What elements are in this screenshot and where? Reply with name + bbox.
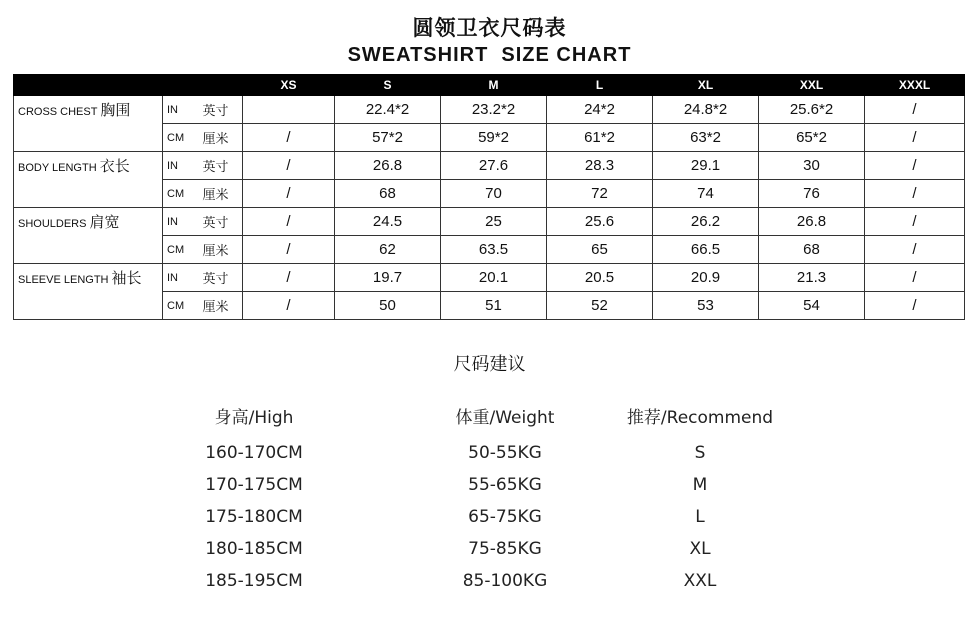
unit-cell: CM (163, 180, 201, 208)
table-row (14, 236, 965, 264)
value-cell: 63*2 (653, 124, 759, 152)
size-header-xl: XL (653, 75, 759, 96)
value-cell: / (865, 236, 965, 264)
value-cell: 22.4*2 (335, 96, 441, 124)
value-cell: 65*2 (759, 124, 865, 152)
rec-height: 160-170CM (205, 443, 303, 463)
rec-weight: 85-100KG (462, 571, 548, 591)
rec-height: 170-175CM (205, 475, 303, 495)
table-row (14, 96, 965, 124)
value-cell: / (865, 96, 965, 124)
table-row (14, 180, 965, 208)
size-header-xs: XS (243, 75, 335, 96)
unit-cell: IN (163, 208, 201, 236)
header-blank-cell (201, 75, 243, 96)
measurement-label-en: SHOULDERS (18, 218, 87, 231)
table-row (14, 208, 965, 236)
measurement-label (14, 264, 163, 292)
value-cell: 24*2 (547, 96, 653, 124)
unit-cn-cell: 英寸 (201, 152, 243, 180)
unit-cn-cell: 英寸 (201, 96, 243, 124)
value-cell: 20.9 (653, 264, 759, 292)
value-cell: 28.3 (547, 152, 653, 180)
value-cell: 72 (547, 180, 653, 208)
unit-cell: CM (163, 236, 201, 264)
value-cell: / (243, 124, 335, 152)
rec-weight: 65-75KG (468, 507, 542, 527)
rec-header-height: 身高/High (214, 408, 294, 428)
measurement-label (14, 96, 163, 124)
rec-height: 175-180CM (205, 507, 303, 527)
value-cell: 51 (441, 292, 547, 320)
unit-cn-cell: 厘米 (201, 124, 243, 152)
measurement-label-cn: 袖长 (111, 269, 142, 288)
measurement-label-blank (14, 124, 163, 152)
value-cell: / (865, 264, 965, 292)
value-cell: 70 (441, 180, 547, 208)
value-cell (243, 96, 335, 124)
table-row (14, 124, 965, 152)
rec-height: 180-185CM (205, 539, 303, 559)
value-cell: 52 (547, 292, 653, 320)
value-cell: 68 (759, 236, 865, 264)
value-cell: / (865, 124, 965, 152)
value-cell: / (243, 180, 335, 208)
measurement-label (14, 152, 163, 180)
rec-size: L (695, 507, 705, 527)
size-header-s: S (335, 75, 441, 96)
value-cell: 25 (441, 208, 547, 236)
value-cell: 29.1 (653, 152, 759, 180)
size-header-row (14, 75, 965, 96)
measurement-label-en: BODY LENGTH (18, 162, 97, 175)
value-cell: 21.3 (759, 264, 865, 292)
value-cell: / (865, 292, 965, 320)
measurement-label-blank (14, 236, 163, 264)
value-cell: / (243, 292, 335, 320)
value-cell: 65 (547, 236, 653, 264)
value-cell: 19.7 (335, 264, 441, 292)
value-cell: 24.5 (335, 208, 441, 236)
value-cell: / (865, 152, 965, 180)
value-cell: / (243, 208, 335, 236)
value-cell: 23.2*2 (441, 96, 547, 124)
value-cell: / (243, 152, 335, 180)
table-row (14, 292, 965, 320)
value-cell: 26.8 (759, 208, 865, 236)
rec-size: XXL (683, 571, 717, 591)
value-cell: 62 (335, 236, 441, 264)
recommendation-title: 尺码建议 (453, 354, 526, 375)
unit-cn-cell: 厘米 (201, 180, 243, 208)
measurement-label-en: CROSS CHEST (18, 106, 98, 119)
value-cell: 61*2 (547, 124, 653, 152)
measurement-label-en: SLEEVE LENGTH (18, 274, 109, 287)
value-cell: 57*2 (335, 124, 441, 152)
rec-weight: 50-55KG (468, 443, 542, 463)
unit-cn-cell: 厘米 (201, 292, 243, 320)
unit-cn-cell: 英寸 (201, 264, 243, 292)
value-cell: 54 (759, 292, 865, 320)
measurement-label-blank (14, 180, 163, 208)
value-cell: 20.5 (547, 264, 653, 292)
header-blank-cell (163, 75, 201, 96)
value-cell: / (243, 264, 335, 292)
value-cell: 59*2 (441, 124, 547, 152)
value-cell: / (865, 180, 965, 208)
rec-size: XL (689, 539, 711, 559)
rec-header-weight: 体重/Weight (455, 408, 555, 428)
unit-cell: CM (163, 124, 201, 152)
value-cell: / (243, 236, 335, 264)
value-cell: 50 (335, 292, 441, 320)
measurement-label-cn: 肩宽 (89, 213, 120, 232)
rec-weight: 75-85KG (468, 539, 542, 559)
value-cell: 53 (653, 292, 759, 320)
table-row (14, 264, 965, 292)
size-header-xxxl: XXXL (865, 75, 965, 96)
value-cell: 30 (759, 152, 865, 180)
value-cell: 26.2 (653, 208, 759, 236)
rec-size: M (692, 475, 708, 495)
page-title-cn: 圆领卫衣尺码表 (412, 16, 567, 40)
value-cell: / (865, 208, 965, 236)
unit-cell: IN (163, 152, 201, 180)
value-cell: 63.5 (441, 236, 547, 264)
table-row (14, 152, 965, 180)
unit-cell: IN (163, 96, 201, 124)
value-cell: 25.6 (547, 208, 653, 236)
value-cell: 20.1 (441, 264, 547, 292)
size-chart-table (13, 74, 965, 320)
measurement-label-cn: 衣长 (99, 157, 130, 176)
size-header-m: M (441, 75, 547, 96)
unit-cn-cell: 厘米 (201, 236, 243, 264)
value-cell: 68 (335, 180, 441, 208)
value-cell: 24.8*2 (653, 96, 759, 124)
value-cell: 66.5 (653, 236, 759, 264)
rec-height: 185-195CM (205, 571, 303, 591)
page-title-en: SWEATSHIRT SIZE CHART (347, 44, 632, 66)
rec-weight: 55-65KG (468, 475, 542, 495)
header-blank-cell (14, 75, 163, 96)
value-cell: 26.8 (335, 152, 441, 180)
unit-cn-cell: 英寸 (201, 208, 243, 236)
value-cell: 27.6 (441, 152, 547, 180)
value-cell: 76 (759, 180, 865, 208)
measurement-label-blank (14, 292, 163, 320)
size-header-xxl: XXL (759, 75, 865, 96)
rec-header-recommend: 推荐/Recommend (626, 408, 774, 428)
value-cell: 25.6*2 (759, 96, 865, 124)
unit-cell: IN (163, 264, 201, 292)
measurement-label-cn: 胸围 (100, 101, 131, 120)
measurement-label (14, 208, 163, 236)
value-cell: 74 (653, 180, 759, 208)
unit-cell: CM (163, 292, 201, 320)
rec-size: S (694, 443, 706, 463)
size-header-l: L (547, 75, 653, 96)
